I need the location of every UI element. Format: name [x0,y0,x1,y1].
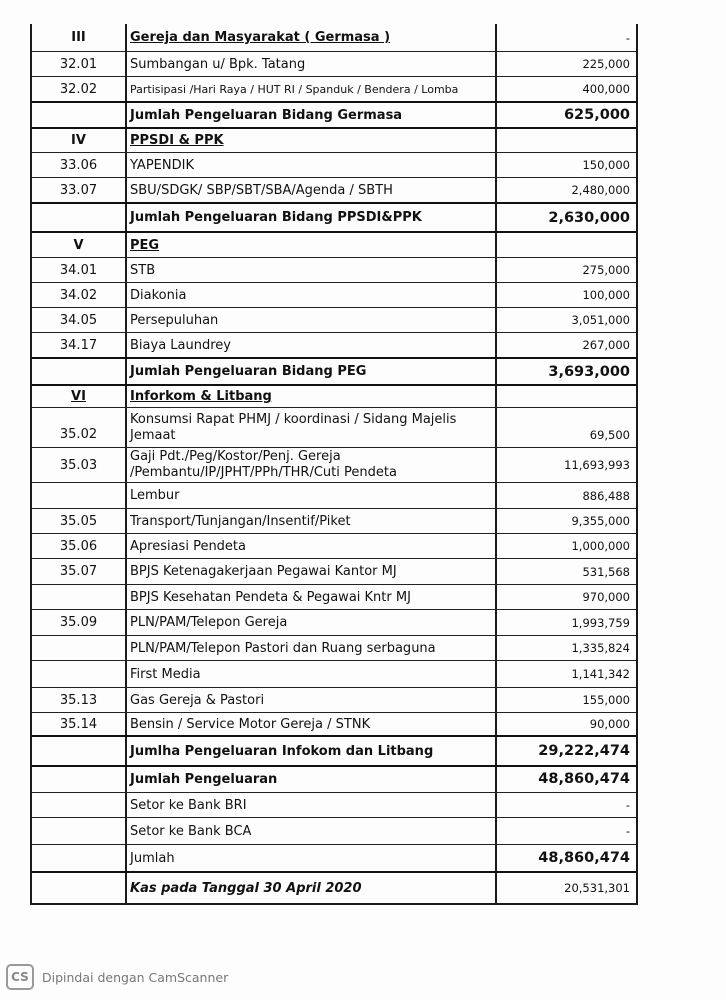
summary-total-row [32,767,636,793]
bank-deposit-amount: - [625,798,630,812]
description-line-2: Jemaat [130,427,176,443]
section-total-amount: 625,000 [563,107,630,123]
table-row [32,585,636,610]
amount: 3,051,000 [571,313,630,327]
section-amount [497,386,636,407]
bank-deposit-row [32,793,636,818]
grand-total-row [32,845,636,873]
empty-cell [32,845,127,871]
cash-balance-row [32,873,636,903]
description: SBU/SDGK/ SBP/SBT/SBA/Agenda / SBTH [127,178,497,202]
amount: 69,500 [589,428,630,442]
amount: 267,000 [582,338,630,352]
amount: 531,568 [582,564,630,579]
section-code: VI [32,386,127,407]
description: Partisipasi /Hari Raya / HUT RI / Spanduk / Bendera / Lomba [127,77,497,101]
amount: 970,000 [582,590,630,604]
description-line-2: /Pembantu/IP/JPHT/PPh/THR/Cuti Pendeta [130,465,397,480]
grand-total-label: Jumlah [127,845,497,871]
description: Lembur [127,483,497,508]
table-row [32,636,636,661]
account-code: 35.02 [32,408,127,447]
table-row [32,713,636,737]
account-code: 35.03 [32,448,127,482]
account-code: 35.05 [32,509,127,533]
amount: 1,000,000 [571,539,630,553]
cash-balance-label: Kas pada Tanggal 30 April 2020 [127,873,497,903]
table-row [32,534,636,559]
section-total-amount: 2,630,000 [548,209,630,226]
section-title: Inforkom & Litbang [127,386,497,407]
table-row [32,509,636,534]
empty-cell [32,818,127,844]
table-row [32,283,636,308]
section-total-row [32,359,636,386]
table-row [32,333,636,359]
description: BPJS Ketenagakerjaan Pegawai Kantor MJ [127,559,497,584]
table-row [32,308,636,333]
bank-deposit-amount: - [625,824,630,838]
account-code [32,636,127,660]
table-row [32,559,636,585]
table-row [32,52,636,77]
empty-cell [32,103,127,127]
description: PLN/PAM/Telepon Gereja [127,610,497,635]
section-total-label: Jumlah Pengeluaran Bidang PEG [127,359,497,384]
camscanner-logo-icon: CS [6,964,34,990]
section-total-row [32,204,636,233]
empty-cell [32,873,127,903]
description: Biaya Laundrey [127,333,497,357]
section-header-infokom [32,386,636,408]
description [127,448,497,482]
account-code: 34.17 [32,333,127,357]
amount: 11,693,993 [564,458,630,472]
section-code: V [32,233,127,257]
bank-deposit-row [32,818,636,845]
account-code [32,585,127,609]
table-row [32,661,636,688]
section-total-label: Jumlha Pengeluaran Infokom dan Litbang [127,737,497,765]
table-row [32,448,636,483]
bank-deposit-label: Setor ke Bank BRI [127,793,497,817]
section-header-peg [32,233,636,258]
table-row [32,610,636,636]
account-code: 33.07 [32,178,127,202]
account-code: 35.07 [32,559,127,584]
empty-cell [32,359,127,384]
description: Diakonia [127,283,497,307]
section-amount [497,233,636,257]
empty-cell [32,737,127,765]
account-code: 33.06 [32,153,127,177]
expense-table [30,24,638,905]
empty-cell [32,767,127,792]
description-line-1: Konsumsi Rapat PHMJ / koordinasi / Sidang Majelis [130,411,457,427]
account-code: 35.13 [32,688,127,712]
amount: 1,335,824 [571,641,630,655]
table-row [32,258,636,283]
description: Gas Gereja & Pastori [127,688,497,712]
amount: 155,000 [582,693,630,707]
amount: 9,355,000 [571,514,630,528]
description-line-1: Gaji Pdt./Peg/Kostor/Penj. Gereja [130,449,341,464]
section-code: III [32,24,127,51]
account-code: 35.14 [32,713,127,735]
table-row [32,178,636,204]
table-row [32,408,636,448]
section-title: Gereja dan Masyarakat ( Germasa ) [127,24,497,51]
description: BPJS Kesehatan Pendeta & Pegawai Kntr MJ [127,585,497,609]
grand-total-amount: 48,860,474 [538,850,630,866]
description: Bensin / Service Motor Gereja / STNK [127,713,497,735]
summary-total-label: Jumlah Pengeluaran [127,767,497,792]
section-title: PEG [127,233,497,257]
section-header-ppsdi [32,129,636,153]
amount: 886,488 [582,488,630,503]
description: Transport/Tunjangan/Insentif/Piket [127,509,497,533]
amount: 2,480,000 [571,183,630,197]
account-code [32,483,127,508]
section-code: IV [32,129,127,152]
cash-balance-amount: 20,531,301 [564,881,630,895]
bank-deposit-label: Setor ke Bank BCA [127,818,497,844]
account-code: 34.01 [32,258,127,282]
section-total-label: Jumlah Pengeluaran Bidang PPSDI&PPK [127,204,497,231]
section-total-label: Jumlah Pengeluaran Bidang Germasa [127,103,497,127]
amount: 150,000 [582,158,630,172]
account-code: 32.02 [32,77,127,101]
description: STB [127,258,497,282]
section-header-germasa [32,24,636,52]
description: Apresiasi Pendeta [127,534,497,558]
section-total-amount: 29,222,474 [538,743,630,759]
section-title: PPSDI & PPK [127,129,497,152]
empty-cell [32,204,127,231]
table-row [32,77,636,103]
account-code: 34.05 [32,308,127,332]
amount: 90,000 [589,717,630,731]
amount: 1,993,759 [571,615,630,630]
account-code: 32.01 [32,52,127,76]
amount: 100,000 [582,288,630,302]
description: Sumbangan u/ Bpk. Tatang [127,52,497,76]
description: First Media [127,661,497,687]
section-amount [497,129,636,152]
description: PLN/PAM/Telepon Pastori dan Ruang serbaguna [127,636,497,660]
amount: 400,000 [582,82,630,96]
account-code: 35.06 [32,534,127,558]
table-row [32,153,636,178]
description: Persepuluhan [127,308,497,332]
section-total-amount: 3,693,000 [548,363,630,380]
account-code [32,661,127,687]
empty-cell [32,793,127,817]
table-row [32,483,636,509]
section-total-row [32,103,636,129]
scanner-watermark [6,964,228,990]
section-total-row [32,737,636,767]
account-code: 34.02 [32,283,127,307]
table-row [32,688,636,713]
scanner-watermark-text: Dipindai dengan CamScanner [42,969,229,985]
amount: 275,000 [582,263,630,277]
amount: 225,000 [582,57,630,71]
description [127,408,497,447]
amount: 1,141,342 [571,667,630,681]
summary-total-amount: 48,860,474 [538,771,630,787]
description: YAPENDIK [127,153,497,177]
section-amount: - [625,30,630,45]
account-code: 35.09 [32,610,127,635]
